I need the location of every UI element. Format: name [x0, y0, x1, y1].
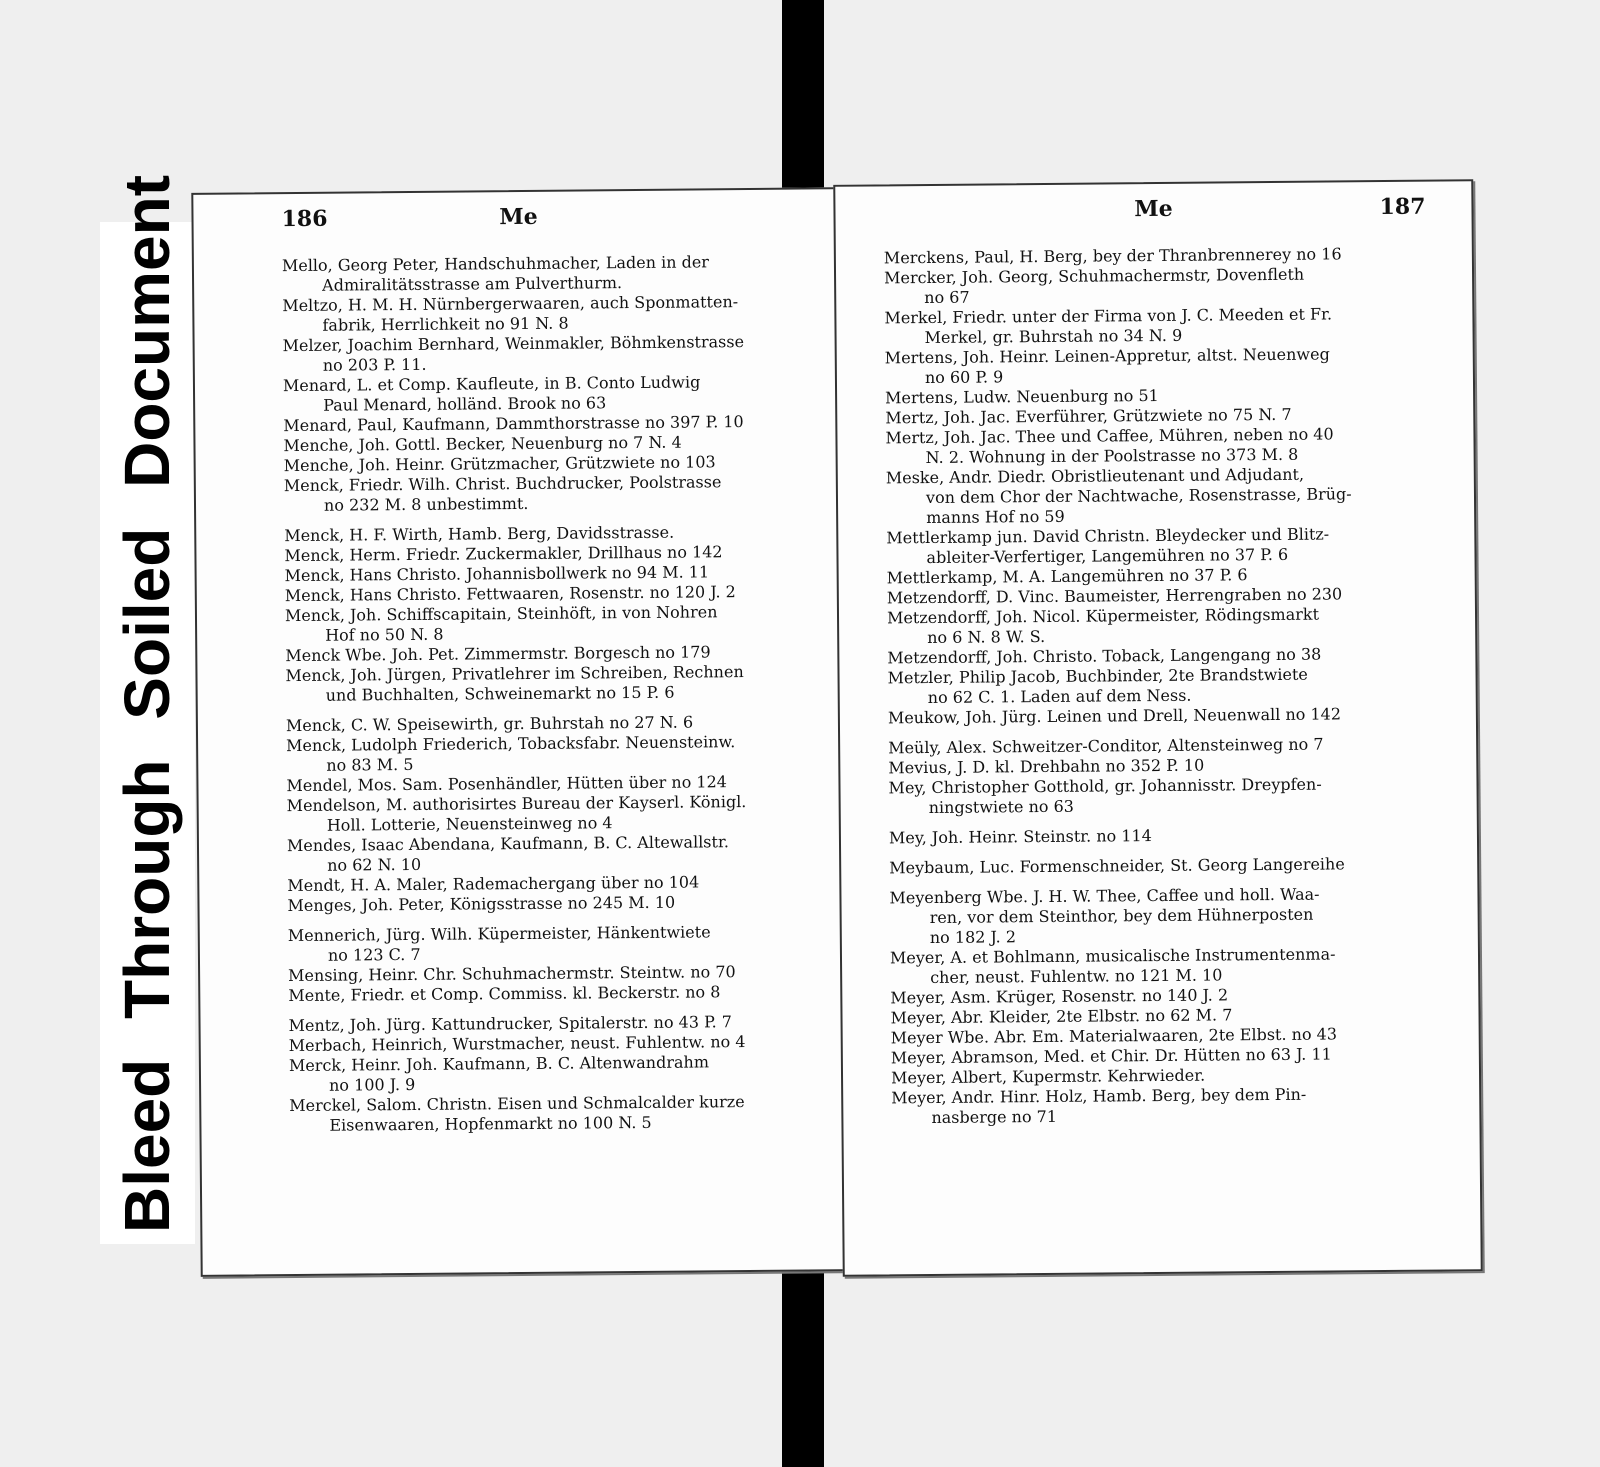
directory-entry	[890, 944, 1410, 989]
entry-text: Melzer, Joachim Bernhard, Weinmakler, Böhmkenstrasse	[282, 332, 745, 356]
directory-entry	[287, 832, 787, 876]
entry-text: Mey, Joh. Heinr. Steinstr. no 114	[888, 826, 1152, 848]
entry-text: Meyer, Albert, Kupermstr. Kehrwieder.	[890, 1065, 1206, 1088]
entry-text: Mey, Christopher Gotthold, gr. Johannisstr. Dreypfen-	[888, 774, 1322, 798]
directory-entry	[283, 332, 783, 376]
entry-text: Mercker, Joh. Georg, Schuhmachermstr, Dovenfleth	[883, 264, 1305, 288]
entry-text: Menche, Joh. Heinr. Grützmacher, Grützwiete no 103	[283, 452, 716, 476]
entry-text: Meyer, Asm. Krüger, Rosenstr. no 140 J. 2	[890, 985, 1229, 1008]
directory-entry	[889, 884, 1410, 949]
entry-continuation: no 232 M. 8 unbestimmt.	[323, 493, 529, 515]
entry-text: Meyer, Andr. Hinr. Holz, Hamb. Berg, bey dem Pin-	[891, 1084, 1307, 1108]
directory-entry	[289, 1052, 789, 1096]
entry-text: Merkel, Friedr. unter der Firma von J. C. Meeden et Fr.	[884, 304, 1333, 328]
directory-entry	[288, 922, 788, 966]
directory-entry	[888, 774, 1408, 819]
entry-text: Mettlerkamp, M. A. Langemühren no 37 P. 6	[886, 565, 1248, 588]
entry-continuation: no 182 J. 2	[929, 927, 1017, 947]
entry-text: Meukow, Joh. Jürg. Leinen und Drell, Neuenwall no 142	[887, 704, 1342, 728]
entry-text: Mente, Friedr. et Comp. Commiss. kl. Beckerstr. no 8	[288, 982, 721, 1006]
directory-entry	[891, 1084, 1411, 1129]
entry-text: Menck, Hans Christo. Johannisbollwerk no 94 M. 11	[284, 562, 710, 586]
entry-text: Mennerich, Jürg. Wilh. Küpermeister, Hänkentwiete	[287, 922, 711, 946]
entry-text: Menard, Paul, Kaufmann, Dammthorstrasse no 397 P. 10	[283, 412, 744, 436]
entry-text: Mevius, J. D. kl. Drehbahn no 352 P. 10	[888, 755, 1205, 778]
left-page-entries	[282, 252, 790, 1136]
entry-continuation: Holl. Lotterie, Neuensteinweg no 4	[326, 813, 613, 835]
entry-continuation: no 83 M. 5	[326, 754, 414, 775]
entry-text: Mentz, Joh. Jürg. Kattundrucker, Spitalerstr. no 43 P. 7	[288, 1012, 733, 1036]
entry-text: Menck, C. W. Speisewirth, gr. Buhrstah no 27 N. 6	[285, 712, 694, 736]
entry-text: Meyer, A. et Bohlmann, musicalische Instrumentenma-	[889, 944, 1336, 968]
entry-text: Mensing, Heinr. Chr. Schuhmachermstr. Steintw. no 70	[288, 962, 736, 986]
entry-text: Mertz, Joh. Jac. Everführer, Grützwiete no 75 N. 7	[885, 404, 1292, 428]
entry-text: Meyenberg Wbe. J. H. W. Thee, Caffee und holl. Waa-	[889, 884, 1320, 908]
directory-entry	[885, 344, 1405, 389]
entry-continuation: no 62 N. 10	[327, 854, 422, 875]
entry-text: Mendelson, M. authorisirtes Bureau der Kayserl. Königl.	[286, 792, 747, 816]
entry-continuation: cher, neust. Fuhlentw. no 121 M. 10	[930, 965, 1223, 987]
entry-text: Menck, H. F. Wirth, Hamb. Berg, Davidsstrasse.	[284, 522, 675, 546]
entry-continuation: no 123 C. 7	[327, 944, 421, 965]
entry-continuation: fabrik, Herrlichkeit no 91 N. 8	[322, 313, 569, 335]
entry-continuation: Merkel, gr. Buhrstah no 34 N. 9	[924, 325, 1183, 348]
entry-text: Meyer, Abr. Kleider, 2te Elbstr. no 62 M. 7	[890, 1005, 1233, 1028]
directory-entry	[887, 604, 1407, 649]
entry-text: Menck, Herm. Friedr. Zuckermakler, Drillhaus no 142	[284, 542, 723, 566]
entry-text: Menges, Joh. Peter, Königsstrasse no 245 M. 10	[287, 892, 676, 916]
directory-entry	[885, 424, 1405, 469]
binding-strip-top	[782, 0, 824, 200]
entry-text: Mendt, H. A. Maler, Rademachergang über no 104	[287, 872, 700, 896]
entry-continuation: no 100 J. 9	[328, 1074, 416, 1095]
directory-entry	[886, 524, 1406, 569]
entry-text: Mertens, Ludw. Neuenburg no 51	[885, 385, 1159, 408]
entry-continuation: N. 2. Wohnung in der Poolstrasse no 373 M. 8	[925, 444, 1299, 468]
entry-continuation: Hof no 50 N. 8	[325, 624, 444, 645]
entry-continuation: ren, vor dem Steinthor, bey dem Hühnerposten	[929, 904, 1314, 927]
directory-entry	[288, 982, 788, 1006]
entry-text: Merckens, Paul, H. Berg, bey der Thranbrennerey no 16	[883, 244, 1342, 268]
entry-continuation: Admiralitätsstrasse am Pulverthurm.	[322, 273, 623, 295]
directory-entry	[287, 792, 787, 836]
directory-entry	[284, 472, 784, 516]
entry-continuation: nasberge no 71	[931, 1106, 1058, 1127]
directory-entry	[889, 854, 1409, 879]
directory-entry	[289, 1092, 789, 1136]
entry-text: Mettlerkamp jun. David Christn. Bleydecker und Blitz-	[886, 524, 1330, 548]
directory-entry	[286, 732, 786, 776]
entry-text: Metzendorff, D. Vinc. Baumeister, Herrengraben no 230	[886, 584, 1343, 608]
entry-text: Menck, Joh. Jürgen, Privatlehrer im Schreiben, Rechnen	[285, 662, 744, 686]
entry-text: Meyer, Abramson, Med. et Chir. Dr. Hütten no 63 J. 11	[890, 1044, 1332, 1068]
entry-continuation: ningstwiete no 63	[928, 796, 1075, 818]
entry-text: Metzler, Philip Jacob, Buchbinder, 2te Brandstwiete	[887, 664, 1308, 688]
directory-entry	[282, 252, 782, 296]
entry-text: Mendes, Isaac Abendana, Kaufmann, B. C. Altewallstr.	[286, 832, 729, 856]
entry-text: Menck, Hans Christo. Fettwaaren, Rosenstr. no 120 J. 2	[284, 582, 736, 606]
entry-text: Meybaum, Luc. Formenschneider, St. Georg Langereihe	[889, 854, 1345, 878]
entry-text: Metzendorff, Joh. Christo. Toback, Langengang no 38	[887, 644, 1322, 668]
entry-text: Mello, Georg Peter, Handschuhmacher, Laden in der	[281, 252, 709, 276]
right-page-header	[835, 193, 1471, 233]
directory-entry	[285, 602, 785, 646]
entry-text: Mendel, Mos. Sam. Posenhändler, Hütten über no 124	[286, 772, 727, 796]
entry-continuation: no 62 C. 1. Laden auf dem Ness.	[927, 685, 1192, 708]
entry-continuation: ableiter-Verfertiger, Langemühren no 37 P. 6	[926, 544, 1289, 568]
left-page-header-word: Me	[499, 203, 538, 231]
entry-text: Merckel, Salom. Christn. Eisen und Schmalcalder kurze	[289, 1092, 745, 1116]
entry-text: Meltzo, H. M. H. Nürnbergerwaaren, auch Sponmatten-	[282, 292, 739, 316]
left-page-number: 186	[281, 205, 328, 233]
entry-text: Merck, Heinr. Joh. Kaufmann, B. C. Altenwandrahm	[288, 1052, 710, 1076]
entry-text: Metzendorff, Joh. Nicol. Küpermeister, Rödingsmarkt	[886, 604, 1320, 628]
directory-entry	[887, 664, 1407, 709]
right-page-number: 187	[1379, 193, 1426, 221]
entry-text: Mertens, Joh. Heinr. Leinen-Appretur, altst. Neuenweg	[884, 344, 1330, 368]
entry-continuation: no 203 P. 11.	[322, 354, 427, 375]
entry-continuation: Paul Menard, holländ. Brook no 63	[323, 393, 607, 415]
right-page-entries	[884, 244, 1412, 1129]
document-label: Bleed Through Soiled Document	[111, 174, 183, 1233]
entry-text: Meyer Wbe. Abr. Em. Materialwaaren, 2te Elbst. no 43	[890, 1024, 1338, 1048]
entry-text: Menck, Friedr. Wilh. Christ. Buchdrucker, Poolstrasse	[283, 472, 722, 496]
entry-text: Menche, Joh. Gottl. Becker, Neuenburg no 7 N. 4	[283, 432, 682, 456]
entry-continuation: no 67	[924, 287, 970, 308]
entry-continuation: und Buchhalten, Schweinemarkt no 15 P. 6	[325, 682, 675, 705]
right-page	[833, 179, 1483, 1277]
entry-text: Mertz, Joh. Jac. Thee und Caffee, Mühren, neben no 40	[885, 424, 1334, 448]
entry-continuation: Eisenwaaren, Hopfenmarkt no 100 N. 5	[329, 1112, 652, 1135]
entry-text: Meüly, Alex. Schweitzer-Conditor, Altensteinweg no 7	[888, 734, 1324, 758]
directory-entry	[285, 662, 785, 706]
entry-text: Menck Wbe. Joh. Pet. Zimmermstr. Borgesch no 179	[285, 642, 711, 666]
directory-entry	[282, 292, 782, 336]
entry-text: Merbach, Heinrich, Wurstmacher, neust. Fuhlentw. no 4	[288, 1032, 746, 1056]
entry-text: Meske, Andr. Diedr. Obristlieutenant und Adjudant,	[885, 464, 1305, 488]
right-page-header-word: Me	[1134, 195, 1173, 223]
entry-continuation: no 60 P. 9	[924, 367, 1004, 388]
directory-entry	[283, 372, 783, 416]
entry-text: Menard, L. et Comp. Kaufleute, in B. Conto Ludwig	[282, 372, 701, 396]
entry-text: Menck, Ludolph Friederich, Tobacksfabr. Neuensteinw.	[286, 732, 736, 756]
directory-entry	[889, 824, 1409, 849]
directory-entry	[888, 704, 1408, 729]
entry-continuation: manns Hof no 59	[926, 506, 1065, 528]
entry-text: Menck, Joh. Schiffscapitain, Steinhöft, in von Nohren	[284, 602, 718, 626]
directory-entry	[287, 892, 787, 916]
left-page	[191, 187, 854, 1277]
directory-entry	[884, 264, 1404, 309]
entry-continuation: no 6 N. 8 W. S.	[927, 626, 1046, 648]
left-page-header	[193, 201, 843, 241]
entry-continuation: von dem Chor der Nachtwache, Rosenstrasse, Brüg-	[925, 484, 1352, 508]
directory-entry	[884, 304, 1404, 349]
directory-entry	[886, 464, 1407, 529]
binding-strip-bottom	[782, 1262, 824, 1467]
